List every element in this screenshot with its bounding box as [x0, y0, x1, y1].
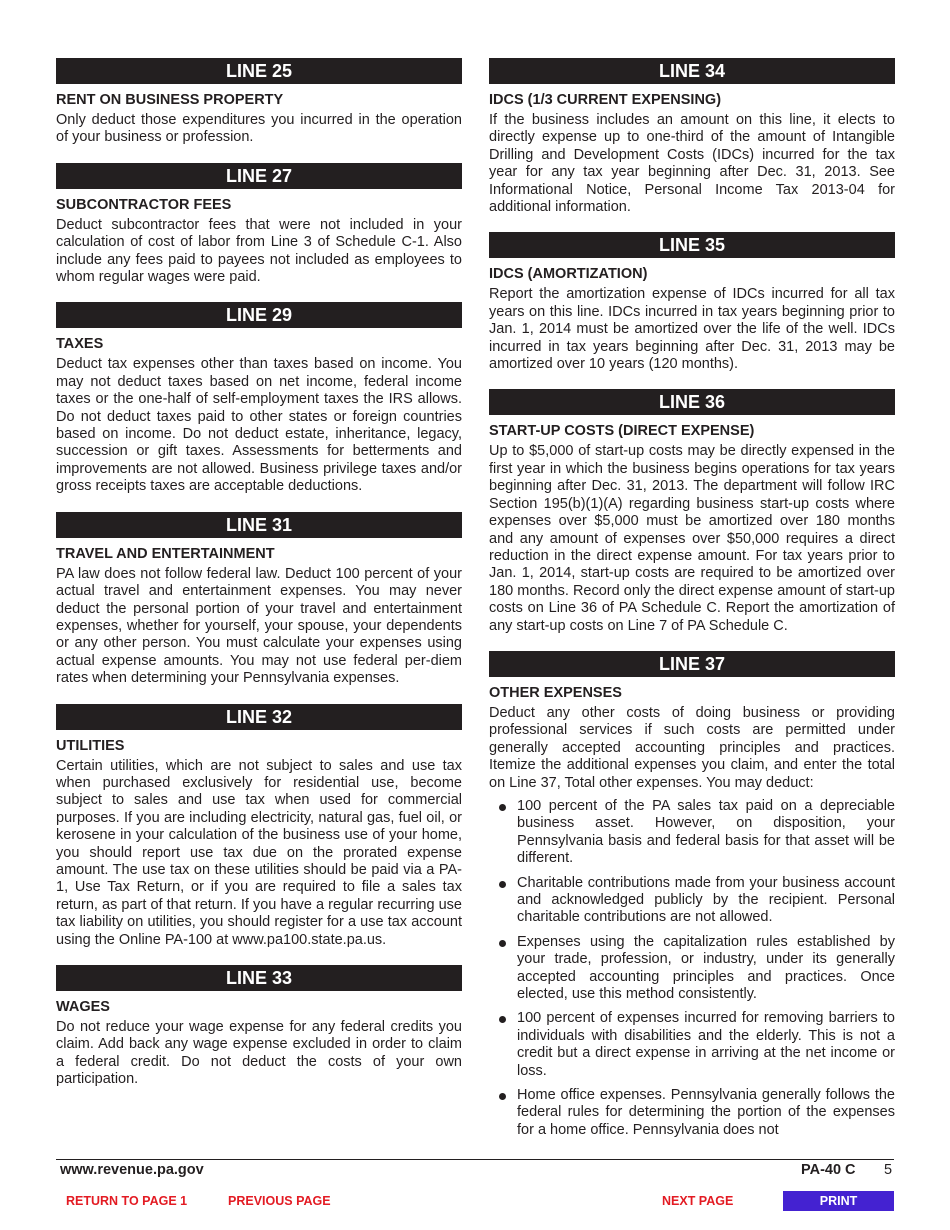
line-heading-bar: LINE 27 — [56, 163, 462, 189]
line-heading-bar: LINE 37 — [489, 651, 895, 677]
section-line-35 — [489, 232, 895, 373]
section-title: IDCS (AMORTIZATION) — [489, 266, 648, 283]
list-item — [489, 1010, 895, 1080]
section-line-34 — [489, 58, 895, 216]
list-item-text: Charitable contributions made from your business account and acknowledged publicly by the recipient. Personal charitable contributions are not allowed. — [517, 874, 895, 926]
section-body: PA law does not follow federal law. Deduct 100 percent of your actual travel and entertainment expenses. You may never deduct the personal portion of your travel and entertainment expenses, whether for yourself, your spouse, your dependents or any other person. You must calculate your expenses using actual expense amounts. You may not use federal per-diem rates when determining your Pennsylvania expenses. — [56, 565, 462, 687]
section-title: START-UP COSTS (DIRECT EXPENSE) — [489, 423, 755, 440]
list-item — [489, 875, 895, 927]
right-column — [489, 58, 895, 1155]
next-page-link[interactable]: NEXT PAGE — [662, 1194, 734, 1208]
line-heading-bar: LINE 31 — [56, 512, 462, 538]
return-to-page-1-link[interactable]: RETURN TO PAGE 1 — [66, 1194, 188, 1208]
section-title: IDCS (1/3 CURRENT EXPENSING) — [489, 92, 722, 108]
line-heading-bar: LINE 32 — [56, 704, 462, 730]
bullet-icon — [499, 1016, 506, 1023]
footer-url: www.revenue.pa.gov — [60, 1162, 204, 1178]
previous-page-link[interactable]: PREVIOUS PAGE — [228, 1194, 331, 1208]
section-body: Deduct any other costs of doing business or providing professional services if such costs are permitted under generally accepted accounting principles and practices. Itemize the additional expenses you claim, and enter the total on Line 37, Total other expenses. You may deduct: — [489, 704, 895, 791]
list-item-text: 100 percent of the PA sales tax paid on a depreciable business asset. However, on disposition, your Pennsylvania basis and federal basis for that asset will be different. — [517, 797, 895, 867]
bullet-icon — [499, 804, 506, 811]
section-title: SUBCONTRACTOR FEES — [56, 196, 232, 213]
section-line-37 — [489, 651, 895, 1139]
left-column — [56, 58, 462, 1105]
page-number: 5 — [884, 1162, 893, 1178]
section-body: Deduct subcontractor fees that were not included in your calculation of cost of labor from Line 3 of Schedule C-1. Also include any fees paid to payees not included as employees to whom regular wages were paid. — [56, 216, 462, 286]
section-body: Deduct tax expenses other than taxes based on income. You may not deduct taxes based on net income, federal income taxes or the one-half of self-employment taxes the IRS allows. Do not deduct taxes paid to other states or foreign countries based on income. Do not deduct estate, inheritance, legacy, succession or gift taxes. Assessments for betterments and improvements are not allowed. Business privilege taxes and/or gross receipts taxes are acceptable deductions. — [56, 356, 462, 495]
section-title: TRAVEL AND ENTERTAINMENT — [56, 545, 275, 562]
form-identifier: PA-40 C — [801, 1162, 856, 1178]
bullet-icon — [499, 881, 506, 888]
section-title: OTHER EXPENSES — [489, 684, 622, 701]
section-line-25 — [56, 58, 462, 147]
line-heading-bar: LINE 35 — [489, 232, 895, 258]
section-line-31 — [56, 512, 462, 688]
section-body: Only deduct those expenditures you incurred in the operation of your business or profession. — [56, 112, 462, 146]
line-heading-bar: LINE 34 — [489, 58, 895, 84]
list-item — [489, 1087, 895, 1139]
footer-divider — [56, 1159, 894, 1160]
section-body: Up to $5,000 of start-up costs may be directly expensed in the first year in which the business begins operations for tax years beginning after Dec. 31, 2013. The department will follow IRC Section 195(b)(1)(A) regarding business start-up costs where expenses over $5,000 must be amortized over 180 months and any amount of expenses over $50,000 requires a direct reduction in the direct expense amount. For tax years prior to Jan. 1, 2014, start-up costs are required to be amortized over 180 months. Record only the direct expense amount of start-up costs on Line 36 of PA Schedule C. Report the amortization of any start-up costs on Line 7 of PA Schedule C. — [489, 443, 895, 634]
print-button[interactable]: PRINT — [783, 1191, 894, 1211]
section-body: If the business includes an amount on this line, it elects to directly expense up to one-third of the amount of Intangible Drilling and Development Costs (IDCs) incurred for the tax year for any tax year beginning after Dec. 31, 2013. See Informational Notice, Personal Income Tax 2013-04 for additional information. — [489, 112, 895, 216]
list-item — [489, 798, 895, 868]
list-item — [489, 934, 895, 1004]
section-body: Report the amortization expense of IDCs incurred for all tax years on this line. IDCs incurred in tax years beginning prior to Jan. 1, 2014 must be amortized over the life of the well. IDCs incurred in tax years beginning after Dec. 31, 2013 may be amortized over 10 years (120 months). — [489, 286, 895, 373]
section-body: Do not reduce your wage expense for any federal credits you claim. Add back any wage expense excluded in order to claim a federal credit. Do not deduct the costs of your own participation. — [56, 1019, 462, 1088]
line-heading-bar: LINE 36 — [489, 389, 895, 415]
section-line-32 — [56, 704, 462, 949]
section-line-36 — [489, 389, 895, 634]
section-title: RENT ON BUSINESS PROPERTY — [56, 92, 284, 108]
list-item-text: Home office expenses. Pennsylvania generally follows the federal rules for determining the portion of the expenses for a home office. Pennsylvania does not — [517, 1087, 895, 1138]
line-heading-bar: LINE 29 — [56, 302, 462, 328]
section-line-27 — [56, 163, 462, 287]
section-title: TAXES — [56, 336, 104, 353]
section-title: UTILITIES — [56, 737, 125, 754]
section-line-29 — [56, 302, 462, 495]
line-heading-bar: LINE 33 — [56, 965, 462, 991]
section-title: WAGES — [56, 999, 110, 1015]
list-item-text: 100 percent of expenses incurred for removing barriers to individuals with disabilities and the elderly. This is not a credit but a direct expense in arriving at the net income or loss. — [517, 1010, 895, 1079]
deductible-expenses-list — [489, 798, 895, 1139]
section-body: Certain utilities, which are not subject to sales and use tax when purchased exclusively for residential use, become subject to sales and use tax when used for commercial purposes. If you are including electricity, natural gas, fuel oil, or kerosene in your calculation of the business use of your home, you should report use tax due on the prorated expense amount. The use tax on these utilities should be paid via a PA-1, Use Tax Return, or if you are required to file a sales tax return, as part of that return. If you have a regular recurring use tax liability on utilities, you should register for a use tax account using the Online PA-100 at www.pa100.state.pa.us. — [56, 757, 462, 948]
bullet-icon — [499, 940, 506, 947]
list-item-text: Expenses using the capitalization rules established by your trade, profession, or industry, under its generally accepted accounting principles and practices. Once elected, use this method consistently. — [517, 933, 895, 1003]
section-line-33 — [56, 965, 462, 1089]
bullet-icon — [499, 1093, 506, 1100]
line-heading-bar: LINE 25 — [56, 58, 462, 84]
